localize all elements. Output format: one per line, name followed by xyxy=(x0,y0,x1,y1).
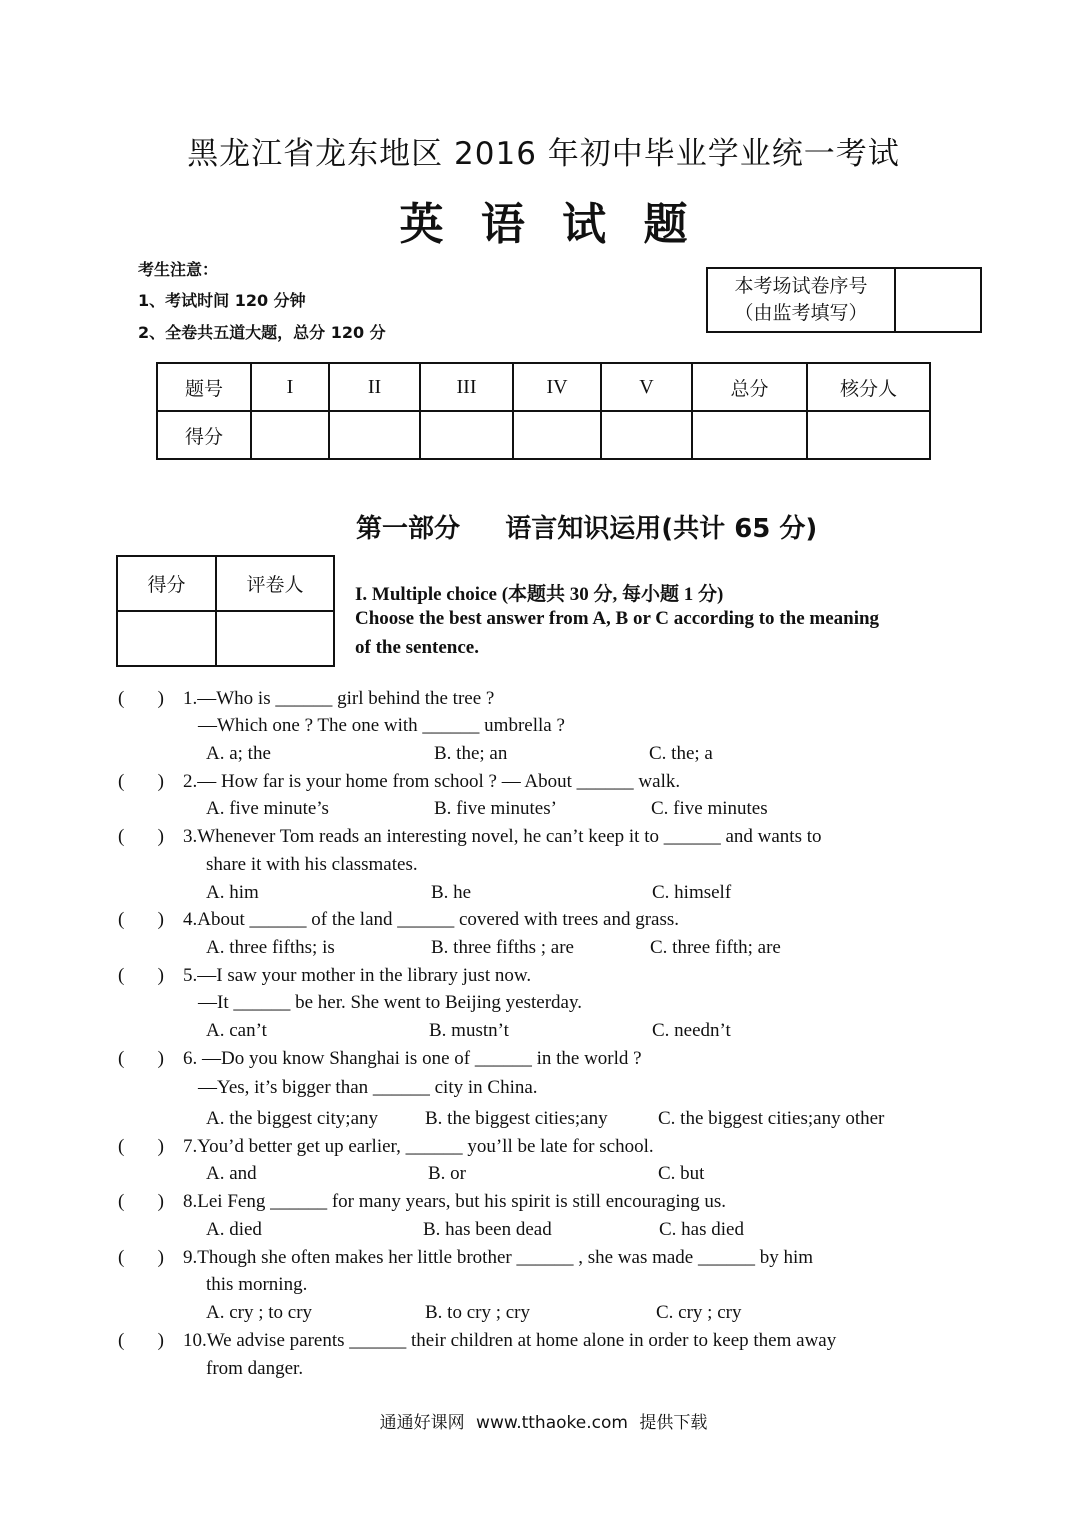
score-table-header-row xyxy=(157,363,930,411)
score-cell[interactable] xyxy=(601,411,692,459)
question-text-line: 9.Though she often makes her little brother ______ , she was made ______ by him xyxy=(183,1247,814,1268)
answer-bracket[interactable]: ( ) xyxy=(118,1330,164,1351)
option-c: C. five minutes xyxy=(651,798,768,819)
grader-score-field[interactable] xyxy=(117,611,216,666)
option-b: B. the biggest cities;any xyxy=(425,1108,608,1129)
score-cell[interactable] xyxy=(807,411,930,459)
score-cell[interactable] xyxy=(692,411,807,459)
option-a: A. a; the xyxy=(206,743,271,764)
question-text-line: 3.Whenever Tom reads an interesting novel, he can’t keep it to ______ and wants to xyxy=(183,826,822,847)
score-table-col-2: II xyxy=(329,363,420,411)
option-b: B. he xyxy=(431,882,472,903)
option-c: C. but xyxy=(658,1163,705,1184)
option-c: C. himself xyxy=(652,882,732,903)
grader-name-field[interactable] xyxy=(216,611,334,666)
question-text-line: 7.You’d better get up earlier, ______ you’ll be late for school. xyxy=(183,1136,654,1157)
score-table-col-3: III xyxy=(420,363,513,411)
question-text-line: 1.—Who is ______ girl behind the tree ? xyxy=(183,688,495,709)
score-cell[interactable] xyxy=(420,411,513,459)
score-table-col-4: IV xyxy=(513,363,601,411)
option-b: B. to cry ; cry xyxy=(425,1302,531,1323)
section-instruction-line1: Choose the best answer from A, B or C according to the meaning xyxy=(355,608,880,629)
score-table-col-1: I xyxy=(251,363,329,411)
notice-item-1: 1、考试时间 120 分钟 xyxy=(138,291,306,310)
question-text-line: 6. —Do you know Shanghai is one of ______ in the world ? xyxy=(183,1048,642,1069)
answer-bracket[interactable]: ( ) xyxy=(118,1136,164,1157)
section-instruction-line2: of the sentence. xyxy=(355,637,479,658)
question-text-line: 10.We advise parents ______ their children at home alone in order to keep them away xyxy=(183,1330,837,1351)
question-text-line: share it with his classmates. xyxy=(206,854,418,875)
answer-bracket[interactable]: ( ) xyxy=(118,965,164,986)
option-b: B. five minutes’ xyxy=(434,798,557,819)
score-table-col-total: 总分 xyxy=(692,363,807,411)
question-text-line: 2.— How far is your home from school ? — About ______ walk. xyxy=(183,771,681,792)
notice-heading: 考生注意： xyxy=(138,260,219,279)
question-text-line: 4.About ______ of the land ______ covered with trees and grass. xyxy=(183,909,680,930)
score-cell[interactable] xyxy=(513,411,601,459)
option-c: C. the; a xyxy=(649,743,713,764)
option-a: A. died xyxy=(206,1219,262,1240)
score-table-col-checker: 核分人 xyxy=(807,363,930,411)
question-text-line: from danger. xyxy=(206,1358,304,1379)
option-c: C. has died xyxy=(659,1219,744,1240)
serial-field[interactable] xyxy=(895,268,981,332)
grader-score-label: 得分 xyxy=(117,556,216,611)
question-text-line: this morning. xyxy=(206,1274,308,1295)
option-a: A. and xyxy=(206,1163,257,1184)
answer-bracket[interactable]: ( ) xyxy=(118,826,164,847)
serial-label-line2: （由监考填写） xyxy=(734,302,868,324)
answer-bracket[interactable]: ( ) xyxy=(118,1247,164,1268)
score-cell[interactable] xyxy=(251,411,329,459)
answer-bracket[interactable]: ( ) xyxy=(118,688,164,709)
option-b: B. or xyxy=(428,1163,466,1184)
part-title: 第一部分 语言知识运用(共计 65 分) xyxy=(356,514,818,544)
option-b: B. three fifths ; are xyxy=(431,937,574,958)
grader-name-label: 评卷人 xyxy=(216,556,334,611)
answer-bracket[interactable]: ( ) xyxy=(118,1048,164,1069)
option-a: A. the biggest city;any xyxy=(206,1108,379,1129)
footer-credit: 通通好课网 www.tthaoke.com 提供下载 xyxy=(379,1413,708,1433)
option-c: C. cry ; cry xyxy=(656,1302,742,1323)
exam-title: 黑龙江省龙东地区 2016 年初中毕业学业统一考试 xyxy=(187,136,900,172)
option-a: A. him xyxy=(206,882,259,903)
option-b: B. mustn’t xyxy=(429,1020,509,1041)
score-table xyxy=(156,362,931,460)
question-text-line: —Yes, it’s bigger than ______ city in China. xyxy=(198,1077,538,1098)
option-b: B. has been dead xyxy=(423,1219,552,1240)
option-c: C. three fifth; are xyxy=(650,937,781,958)
score-table-score-row xyxy=(157,411,930,459)
question-text-line: 5.—I saw your mother in the library just now. xyxy=(183,965,532,986)
question-text-line: 8.Lei Feng ______ for many years, but his spirit is still encouraging us. xyxy=(183,1191,727,1212)
option-a: A. five minute’s xyxy=(206,798,329,819)
question-text-line: —Which one ? The one with ______ umbrella ? xyxy=(198,715,565,736)
score-table-row-label: 题号 xyxy=(157,363,251,411)
section-heading: I. Multiple choice (本题共 30 分, 每小题 1 分) xyxy=(355,584,724,605)
question-text-line: —It ______ be her. She went to Beijing yesterday. xyxy=(198,992,582,1013)
serial-label xyxy=(707,268,895,332)
answer-bracket[interactable]: ( ) xyxy=(118,1191,164,1212)
subject-title: 英 语 试 题 xyxy=(399,199,688,250)
score-cell[interactable] xyxy=(329,411,420,459)
notice-item-2: 2、全卷共五道大题，总分 120 分 xyxy=(138,323,386,342)
answer-bracket[interactable]: ( ) xyxy=(118,771,164,792)
option-c: C. needn’t xyxy=(652,1020,731,1041)
serial-number-box xyxy=(706,267,982,333)
serial-label-line1: 本考场试卷序号 xyxy=(734,275,868,297)
option-a: A. cry ; to cry xyxy=(206,1302,313,1323)
option-a: A. can’t xyxy=(206,1020,267,1041)
grader-box xyxy=(116,555,335,667)
option-c: C. the biggest cities;any other xyxy=(658,1108,885,1129)
option-a: A. three fifths; is xyxy=(206,937,335,958)
score-table-col-5: V xyxy=(601,363,692,411)
option-b: B. the; an xyxy=(434,743,508,764)
answer-bracket[interactable]: ( ) xyxy=(118,909,164,930)
score-table-row-label: 得分 xyxy=(157,411,251,459)
